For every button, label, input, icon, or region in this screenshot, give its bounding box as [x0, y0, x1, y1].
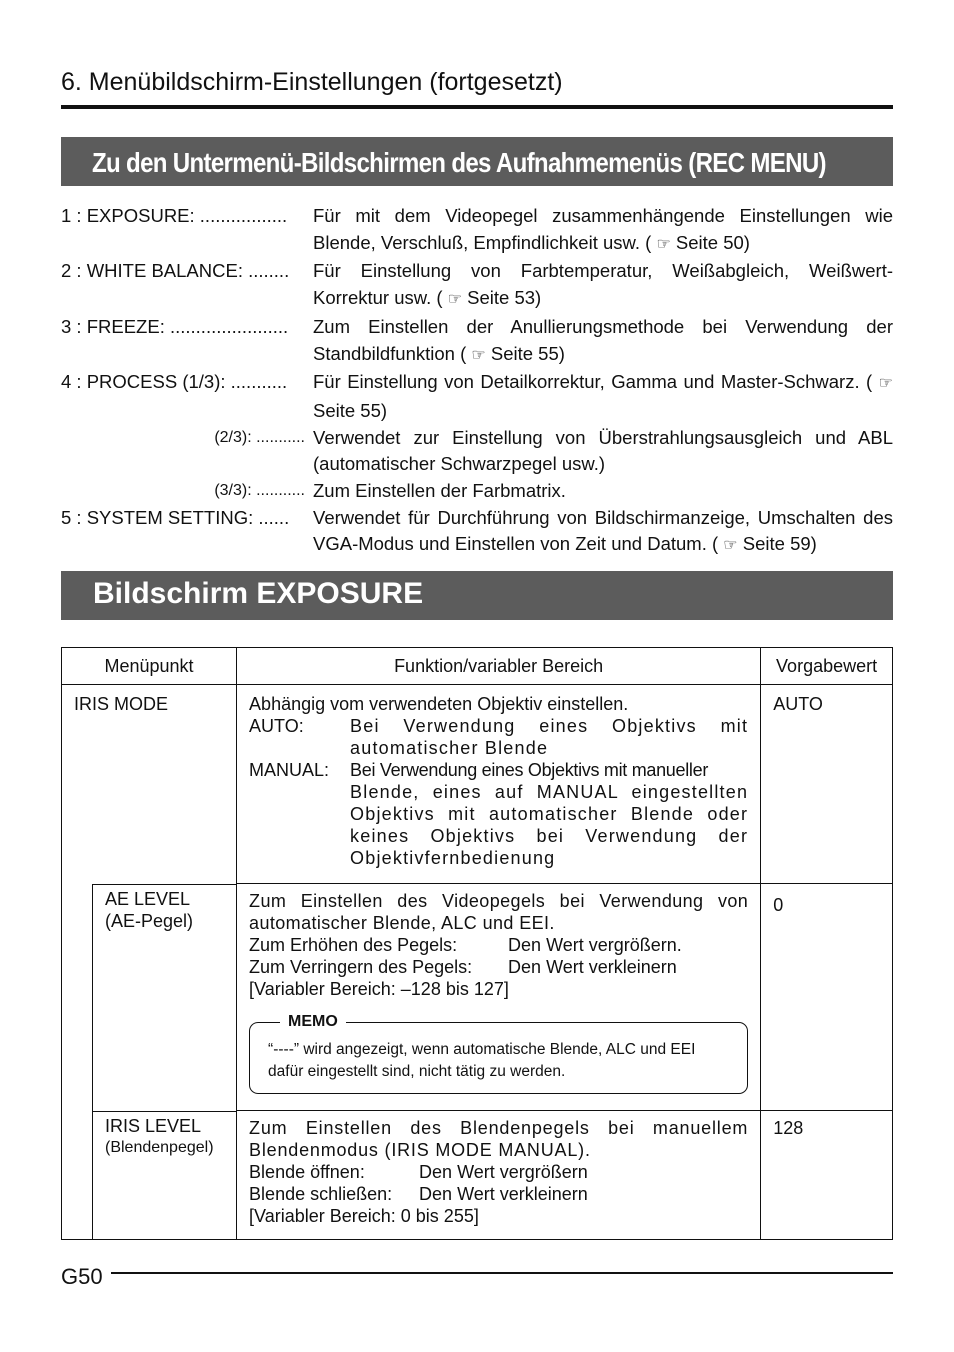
pointer-icon: ☞ — [656, 235, 671, 253]
pointer-icon: ☞ — [471, 346, 486, 364]
list-item-description: Verwendet zur Einstellung von Überstrahlungsausgleich und ABL (automatischer Schwarzpegel usw.) — [313, 426, 893, 475]
section-heading-text: Bildschirm EXPOSURE — [93, 577, 424, 610]
list-item-label: (2/3): ........... — [214, 428, 305, 446]
option-key: AUTO: — [249, 716, 304, 736]
column-header-function: Funktion/variabler Bereich — [237, 648, 761, 685]
list-item-label: 2 : WHITE BALANCE: ........ — [61, 260, 290, 282]
menu-item-cell — [62, 884, 237, 1111]
list-item-description: Verwendet für Durchführung von Bildschirmanzeige, Umschalten des VGA-Modus und Einstellen von Zeit und Datum. ( ☞ Seite 59) — [313, 506, 893, 555]
list-item-label: 4 : PROCESS (1/3): ........... — [61, 371, 288, 393]
default-value: AUTO — [773, 694, 823, 714]
list-item-label: 1 : EXPOSURE: ................. — [61, 205, 288, 226]
default-value: 0 — [773, 895, 784, 915]
variable-range: [Variabler Bereich: –128 bis 127] — [249, 979, 509, 999]
menu-item-name: AE LEVEL — [105, 888, 191, 909]
function-cell — [237, 685, 761, 884]
row-rule — [93, 1111, 236, 1112]
option-value: Den Wert verkleinern — [419, 1184, 588, 1204]
option-key: MANUAL: — [249, 760, 330, 780]
menu-item-name: IRIS LEVEL — [105, 1115, 202, 1136]
option-value: Bei Verwendung eines Objektivs mit manueller — [350, 760, 709, 780]
table-row-ae-level — [62, 884, 893, 1111]
list-item-description: Für mit dem Videopegel zusammenhängende Einstellungen wie Blende, Verschluß, Empfindlichkeit usw. ( ☞ Seite 50) — [313, 205, 893, 253]
table-row-iris-mode — [62, 685, 893, 884]
list-item-description: Zum Einstellen der Anullierungsmethode bei Verwendung der Standbildfunktion ( ☞ Seite 55) — [313, 315, 893, 364]
list-item — [61, 203, 893, 258]
option-decrease — [249, 956, 748, 978]
menu-item-name: IRIS MODE — [74, 694, 169, 714]
memo-title: MEMO — [280, 1011, 346, 1033]
pointer-icon: ☞ — [723, 537, 738, 555]
function-intro: Zum Einstellen des Videopegels bei Verwendung von automatischer Blende, ALC und EEI. — [249, 891, 749, 933]
default-cell — [761, 1111, 893, 1240]
function-intro: Zum Einstellen des Blendenpegels bei manuellem Blendenmodus (IRIS MODE MANUAL). — [249, 1118, 749, 1160]
header-rule — [61, 105, 893, 109]
option-close — [249, 1183, 748, 1205]
list-item — [61, 314, 893, 369]
list-item-label: (3/3): ........... — [214, 482, 305, 500]
function-cell — [237, 884, 761, 1111]
menu-item-subname: (AE-Pegel) — [105, 910, 194, 931]
table-header-row — [62, 648, 893, 685]
function-cell — [237, 1111, 761, 1240]
list-item — [61, 505, 893, 560]
row-rule — [93, 884, 236, 885]
list-item — [61, 425, 893, 478]
column-header-menu-item: Menüpunkt — [62, 648, 237, 685]
list-item-description: Für Einstellung von Farbtemperatur, Weißabgleich, Weißwert-Korrektur usw. ( ☞ Seite 53) — [313, 260, 893, 309]
option-key: Blende öffnen: — [249, 1162, 365, 1182]
option-key: Zum Verringern des Pegels: — [249, 957, 473, 977]
list-item — [61, 258, 893, 313]
option-value: Den Wert vergrößern — [419, 1162, 588, 1182]
option-value: Den Wert verkleinern — [508, 957, 677, 977]
function-intro: Abhängig vom verwendeten Objektiv einstellen. — [249, 694, 629, 714]
table-row-iris-level — [62, 1111, 893, 1240]
option-open — [249, 1161, 748, 1183]
option-increase — [249, 934, 748, 956]
option-value-continued: Blende, eines auf MANUAL eingestellten Objektivs mit automatischer Blende oder keines Objektivs bei Verwendung der Objektivfernbedienung — [350, 782, 749, 868]
section-heading-rec-menu — [61, 137, 893, 186]
default-cell — [761, 884, 893, 1111]
option-value: Den Wert vergrößern. — [508, 935, 682, 955]
footer-rule — [111, 1272, 893, 1274]
list-item — [61, 478, 893, 505]
list-item-description: Für Einstellung von Detailkorrektur, Gamma und Master-Schwarz. ( ☞ Seite 55) — [313, 371, 894, 421]
column-header-default: Vorgabewert — [761, 648, 893, 685]
indent-rule — [62, 884, 93, 1111]
pointer-icon: ☞ — [878, 375, 894, 393]
page-header-title: 6. Menübildschirm-Einstellungen (fortgesetzt) — [61, 68, 563, 96]
section-heading-exposure — [61, 571, 893, 620]
default-cell — [761, 685, 893, 884]
indent-rule — [62, 1111, 93, 1240]
option-value: Bei Verwendung eines Objektivs mit automatischer Blende — [350, 716, 749, 758]
menu-item-cell — [62, 1111, 237, 1240]
list-item-label: 3 : FREEZE: ....................... — [61, 315, 289, 337]
exposure-table — [61, 647, 893, 1240]
submenu-list — [61, 203, 893, 560]
pointer-icon: ☞ — [447, 291, 463, 309]
option-key: Blende schließen: — [249, 1184, 393, 1204]
page-number: G50 — [61, 1264, 103, 1289]
memo-box — [249, 1013, 748, 1094]
memo-text: “----” wird angezeigt, wenn automatische Blende, ALC und EEI dafür eingestellt sind, nicht tätig zu werden. — [268, 1041, 696, 1080]
section-heading-text: Zu den Untermenü-Bildschirmen des Aufnahmemenüs (REC MENU) — [92, 147, 826, 178]
option-auto — [249, 715, 748, 759]
list-item-label: 5 : SYSTEM SETTING: ...... — [61, 506, 290, 528]
list-item-description: Zum Einstellen der Farbmatrix. — [313, 480, 566, 502]
variable-range: [Variabler Bereich: 0 bis 255] — [249, 1206, 479, 1226]
option-key: Zum Erhöhen des Pegels: — [249, 935, 458, 955]
list-item — [61, 369, 893, 424]
menu-item-subname: (Blendenpegel) — [105, 1138, 214, 1156]
menu-item-cell — [62, 685, 237, 884]
option-manual — [249, 759, 748, 781]
default-value: 128 — [773, 1118, 804, 1138]
